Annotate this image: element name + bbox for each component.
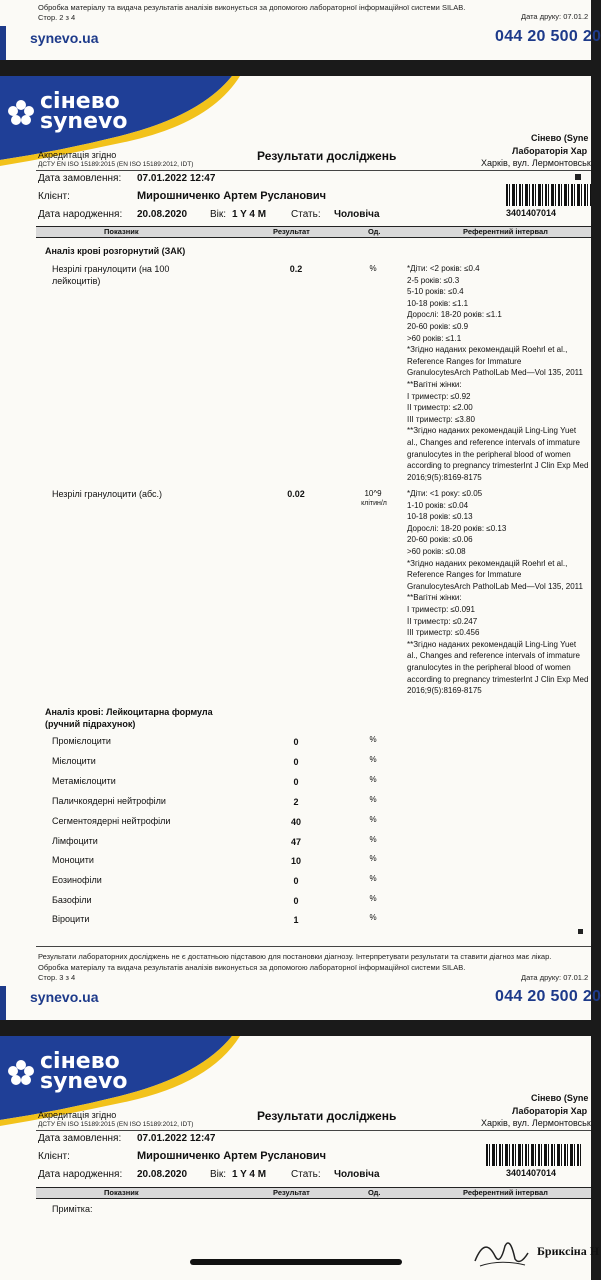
table-row-value: 0 [293, 757, 299, 767]
site-link[interactable]: synevo.ua [30, 989, 99, 1005]
ref-line: GranulocytesArch PatholLab Med—Vol 135, 2011 [407, 581, 583, 591]
divider [36, 946, 591, 947]
header-unit: Од. [368, 1188, 381, 1197]
birth-label: Дата народження: [38, 209, 123, 220]
table-row-name: Сегментоядерні нейтрофіли [52, 816, 171, 826]
order-date-label: Дата замовлення: [38, 1133, 122, 1144]
ref-line: **Вагітні жінки: [407, 593, 462, 603]
signature-mark [470, 1231, 530, 1271]
print-date: Дата друку: 07.01.2 [521, 973, 589, 982]
ref-line: ІІ триместр: ≤2.00 [407, 403, 473, 413]
reference-list [407, 488, 588, 697]
accreditation-standard: ДСТУ EN ISO 15189:2015 (EN ISO 15189:2012, IDT) [38, 161, 194, 168]
table-row-name: Базофіли [52, 895, 92, 905]
ref-line: Дорослі: 18-20 років: ≤1.1 [407, 310, 502, 320]
table-row-value: 0 [293, 777, 299, 787]
footer-note: Обробка матеріалу та видача результатів аналізів виконується за допомогою лабораторної інформаційної системи SILAB. [38, 963, 466, 972]
flower-logo-icon [6, 1058, 36, 1088]
table-row-name: Еозинофіли [52, 875, 102, 885]
table-row-unit: % [369, 775, 377, 784]
accent-strip [0, 26, 6, 60]
accent-strip [0, 986, 6, 1020]
table-header [36, 226, 591, 238]
order-date: 07.01.2022 12:47 [137, 1133, 216, 1144]
age-value: 1 Y 4 M [232, 1169, 267, 1180]
ref-line: granulocytes in the peripheral blood of women [407, 662, 571, 672]
age-label: Вік: [210, 1169, 227, 1180]
divider [36, 170, 591, 171]
table-row-value: 1 [293, 915, 299, 925]
ref-line: al., Changes and reference intervals of immature [407, 437, 580, 447]
header-unit: Од. [368, 227, 381, 236]
table-row-value: 2 [293, 797, 299, 807]
unit-cont: клітин/л [361, 500, 387, 507]
document-title: Результати досліджень [257, 1109, 397, 1123]
page-fragment-top [0, 0, 601, 60]
logo-text-en: synevo [40, 109, 128, 134]
table-row-value: 47 [290, 837, 301, 847]
footer-note: Обробка матеріалу та видача результатів аналізів виконується за допомогою лабораторної інформаційної системи SILAB. [38, 3, 466, 12]
ref-line: 5-10 років: ≤0.4 [407, 287, 464, 297]
section-title-formula-cont: (ручний підрахунок) [45, 719, 136, 729]
sex-label: Стать: [291, 209, 321, 220]
barcode [486, 1144, 581, 1166]
ref-line: >60 років: ≤1.1 [407, 333, 462, 343]
ref-line: granulocytes in the peripheral blood of women [407, 449, 571, 459]
ref-line: 20-60 років: ≤0.06 [407, 535, 473, 545]
ref-line: >60 років: ≤0.08 [407, 546, 466, 556]
table-row-unit: % [369, 854, 377, 863]
ref-line: 2-5 років: ≤0.3 [407, 275, 460, 285]
ref-line: al., Changes and reference intervals of immature [407, 651, 580, 661]
ref-line: *Згідно наданих рекомендацій Roehrl et al., [407, 345, 568, 355]
barcode [506, 184, 591, 206]
result-value: 0.2 [289, 264, 303, 274]
ref-line: **Згідно наданих рекомендацій Ling-Ling Yuet [407, 426, 577, 436]
table-row-unit: % [369, 735, 377, 744]
note-label: Примітка: [52, 1204, 93, 1214]
ref-line: Дорослі: 18-20 років: ≤0.13 [407, 523, 507, 533]
table-row-unit: % [369, 755, 377, 764]
header-reference: Референтний інтервал [463, 1188, 548, 1197]
header-result: Результат [273, 1188, 310, 1197]
accreditation-title: Акредитація згідно [38, 150, 117, 160]
birth-date: 20.08.2020 [137, 209, 188, 220]
table-row-unit: % [369, 835, 377, 844]
sex-value: Чоловіча [334, 209, 380, 220]
table-row-unit: % [369, 894, 377, 903]
ref-line: Reference Ranges for Immature [407, 570, 522, 580]
age-value: 1 Y 4 M [232, 209, 267, 220]
table-header [36, 1187, 591, 1199]
header-indicator: Показник [104, 227, 139, 236]
table-row-unit: % [369, 795, 377, 804]
lab-name: Сінево (Syne [531, 1093, 589, 1103]
barcode-number: 3401407014 [506, 1168, 557, 1178]
reference-list [407, 263, 588, 483]
marker-dot [578, 929, 583, 934]
disclaimer: Результати лабораторних досліджень не є достатньою підставою для постановки діагнозу. Інтерпретувати результати та ставити діагноз має лікар. [38, 952, 552, 961]
sex-label: Стать: [291, 1169, 321, 1180]
ref-line: *Діти: <1 року: ≤0.05 [407, 489, 483, 498]
section-title-cbc: Аналіз крові розгорнутий (ЗАК) [45, 246, 186, 256]
sex-value: Чоловіча [334, 1169, 380, 1180]
page-results-next [0, 1036, 600, 1280]
ref-line: 10-18 років: ≤0.13 [407, 512, 473, 522]
site-link[interactable]: synevo.ua [30, 30, 99, 46]
signature-name: Бриксіна Н [537, 1244, 600, 1258]
document-title: Результати досліджень [257, 149, 397, 163]
table-row-name: Лімфоцити [52, 836, 98, 846]
ref-line: **Згідно наданих рекомендацій Ling-Ling Yuet [407, 639, 577, 649]
table-row-name: Паличкоядерні нейтрофіли [52, 796, 166, 806]
table-row-value: 10 [290, 856, 301, 866]
table-row-unit: % [369, 913, 377, 922]
indicator-name: Незрілі гранулоцити (абс.) [52, 489, 162, 499]
page-number: Стор. 3 з 4 [38, 973, 76, 982]
ref-line: 10-18 років: ≤1.1 [407, 298, 469, 308]
ref-line: ІІІ триместр: ≤3.80 [407, 414, 475, 424]
indicator-name: Незрілі гранулоцити (на 100 [52, 264, 170, 274]
ref-line: *Діти: <2 років: ≤0.4 [407, 264, 480, 273]
barcode-number: 3401407014 [506, 208, 557, 218]
ref-line: **Вагітні жінки: [407, 379, 462, 389]
ref-line: 2016;9(5):8169-8175 [407, 472, 482, 482]
marker-dot [575, 174, 581, 180]
table-row-value: 0 [293, 876, 299, 886]
order-date: 07.01.2022 12:47 [137, 173, 216, 184]
header-indicator: Показник [104, 1188, 139, 1197]
birth-label: Дата народження: [38, 1169, 123, 1180]
lab-address: Харків, вул. Лермонтовськ [481, 158, 591, 168]
client-name: Мирошниченко Артем Русланович [137, 190, 326, 202]
birth-date: 20.08.2020 [137, 1169, 188, 1180]
logo-text-uk: сінево [40, 1049, 120, 1074]
table-row-value: 0 [293, 896, 299, 906]
ref-line: according to pregnancy trimesterInt J Clin Exp Med [407, 461, 589, 471]
table-row-name: Моноцити [52, 855, 94, 865]
lab-name: Сінево (Syne [531, 133, 589, 143]
age-label: Вік: [210, 209, 227, 220]
ref-line: 1-10 років: ≤0.04 [407, 500, 469, 510]
unit: % [369, 264, 377, 273]
ref-line: GranulocytesArch PatholLab Med—Vol 135, 2011 [407, 368, 583, 378]
indicator-name-cont: лейкоцитів) [52, 276, 101, 286]
ref-line: *Згідно наданих рекомендацій Roehrl et al., [407, 558, 568, 568]
lab-city: Лабораторія Хар [512, 1106, 588, 1116]
client-label: Клієнт: [38, 1151, 70, 1162]
ref-line: І триместр: ≤0.091 [407, 604, 475, 614]
logo-text-en: synevo [40, 1069, 128, 1094]
client-label: Клієнт: [38, 191, 70, 202]
print-date: Дата друку: 07.01.2 [521, 12, 589, 21]
page-results-main [0, 76, 601, 1020]
section-title-formula: Аналіз крові: Лейкоцитарна формула [45, 707, 213, 717]
header-result: Результат [273, 227, 310, 236]
lab-city: Лабораторія Хар [512, 146, 588, 156]
home-indicator[interactable] [190, 1259, 402, 1265]
table-row-value: 0 [293, 737, 299, 747]
ref-line: ІІ триместр: ≤0.247 [407, 616, 478, 626]
phone-number[interactable]: 044 20 500 20 [495, 28, 601, 45]
ref-line: 2016;9(5):8169-8175 [407, 686, 482, 696]
table-row-unit: % [369, 874, 377, 883]
logo-text-uk: сінево [40, 89, 120, 114]
table-row-name: Метамієлоцити [52, 776, 116, 786]
order-date-label: Дата замовлення: [38, 173, 122, 184]
client-name: Мирошниченко Артем Русланович [137, 1150, 326, 1162]
phone-number[interactable]: 044 20 500 20 [495, 988, 601, 1005]
accreditation-title: Акредитація згідно [38, 1110, 117, 1120]
page-number: Стор. 2 з 4 [38, 13, 76, 22]
lab-address: Харків, вул. Лермонтовськ [481, 1118, 591, 1128]
table-row-name: Промієлоцити [52, 736, 111, 746]
unit: 10^9 [364, 489, 382, 498]
table-row-value: 40 [290, 817, 301, 827]
table-row-name: Мієлоцити [52, 756, 96, 766]
ref-line: ІІІ триместр: ≤0.456 [407, 628, 480, 638]
table-row-unit: % [369, 815, 377, 824]
ref-line: according to pregnancy trimesterInt J Clin Exp Med [407, 674, 589, 684]
accreditation-standard: ДСТУ EN ISO 15189:2015 (EN ISO 15189:2012, IDT) [38, 1121, 194, 1128]
table-row-name: Віроцити [52, 914, 90, 924]
result-value: 0.02 [287, 489, 305, 499]
ref-line: І триместр: ≤0.92 [407, 391, 471, 401]
divider [36, 1130, 591, 1131]
ref-line: Reference Ranges for Immature [407, 356, 522, 366]
ref-line: 20-60 років: ≤0.9 [407, 321, 469, 331]
header-reference: Референтний інтервал [463, 227, 548, 236]
flower-logo-icon [6, 98, 36, 128]
